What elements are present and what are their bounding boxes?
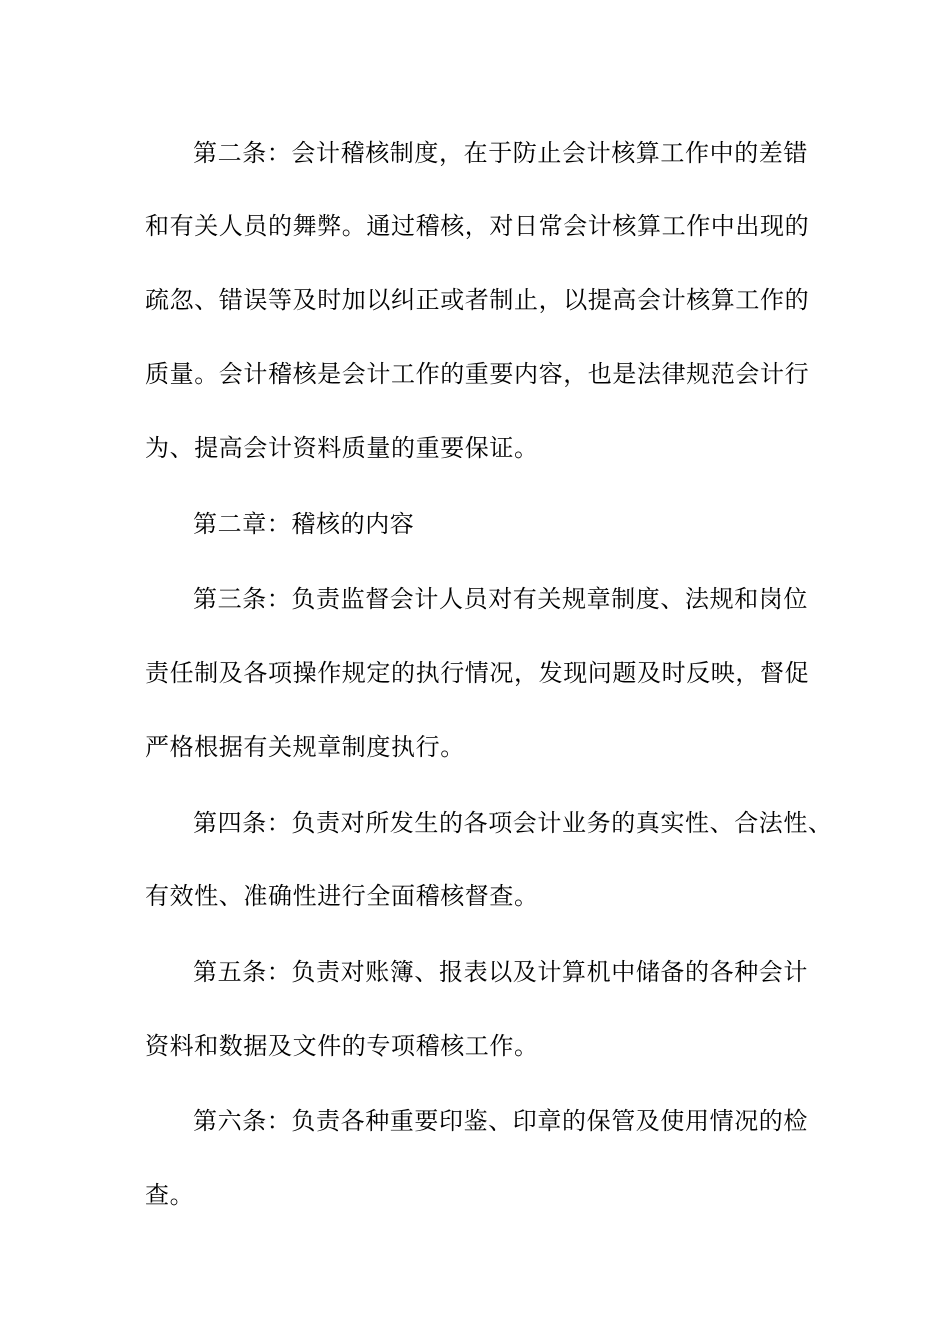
article-2-line-3: 疏忽、错误等及时加以纠正或者制止，以提高会计核算工作的 [145, 286, 810, 314]
article-2-line-4: 质量。会计稽核是会计工作的重要内容，也是法律规范会计行 [145, 360, 810, 388]
article-2-line-1: 第二条：会计稽核制度，在于防止会计核算工作中的差错 [193, 139, 808, 167]
chapter-2-heading: 第二章：稽核的内容 [193, 510, 415, 538]
article-5-line-2: 资料和数据及文件的专项稽核工作。 [145, 1032, 539, 1060]
article-4-line-2: 有效性、准确性进行全面稽核督查。 [145, 882, 539, 910]
article-3-line-1: 第三条：负责监督会计人员对有关规章制度、法规和岗位 [193, 585, 808, 613]
article-3-line-3: 严格根据有关规章制度执行。 [145, 733, 465, 761]
article-6-line-1: 第六条：负责各种重要印鉴、印章的保管及使用情况的检 [193, 1107, 808, 1135]
article-2-line-5: 为、提高会计资料质量的重要保证。 [145, 434, 539, 462]
article-4-line-1: 第四条：负责对所发生的各项会计业务的真实性、合法性、 [193, 809, 833, 837]
article-6-line-2: 查。 [145, 1181, 195, 1209]
article-5-line-1: 第五条：负责对账簿、报表以及计算机中储备的各种会计 [193, 958, 808, 986]
article-3-line-2: 责任制及各项操作规定的执行情况，发现问题及时反映，督促 [145, 659, 810, 687]
article-2-line-2: 和有关人员的舞弊。通过稽核，对日常会计核算工作中出现的 [145, 212, 810, 240]
